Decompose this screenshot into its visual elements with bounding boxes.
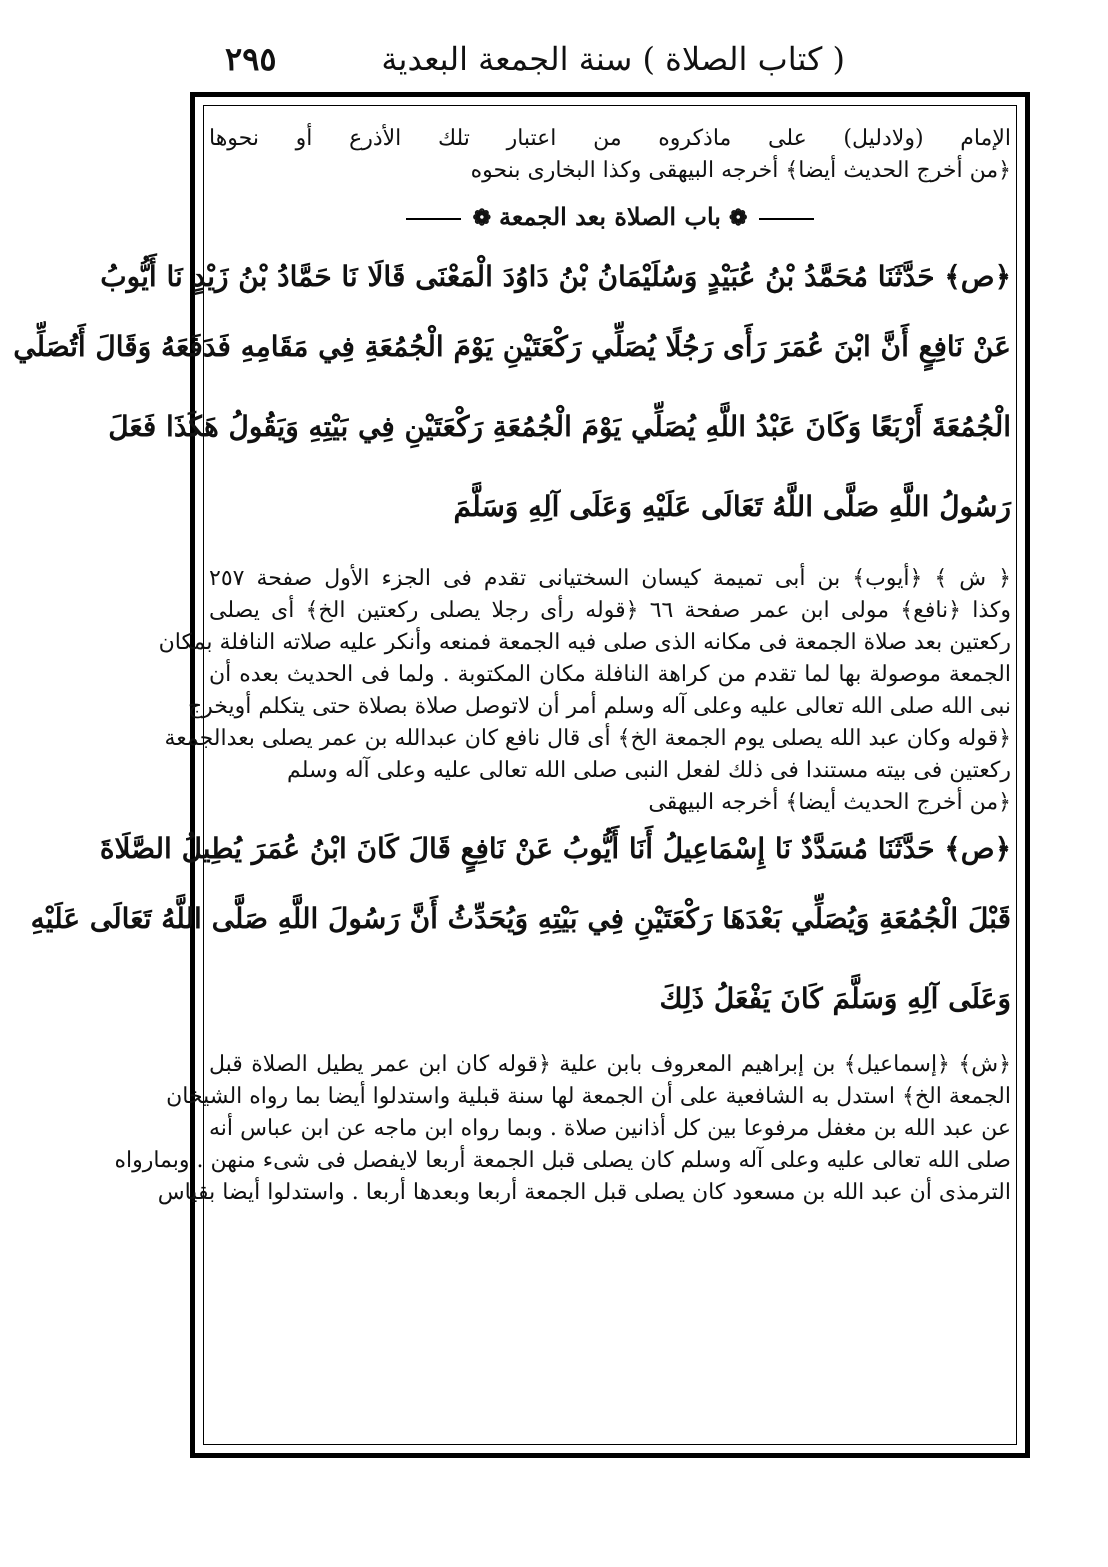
hadith-line: رَسُولُ اللَّهِ صَلَّى اللَّهُ تَعَالَى عَلَيْهِ وَعَلَى آلِهِ وَسَلَّمَ	[453, 490, 1011, 523]
commentary-line: الترمذى أن عبد الله بن مسعود كان يصلى قبل الجمعة أربعا وبعدها أربعا . واستدلوا أيضا بقياس	[157, 1180, 1011, 1205]
commentary-line: ﴿قوله وكان عبد الله يصلى يوم الجمعة الخ﴾ أى قال نافع كان عبدالله بن عمر يصلى بعدالجمعة	[164, 726, 1011, 751]
rule-line	[759, 218, 814, 220]
hadith-line: ﴿ص﴾ حَدَّثَنَا مُحَمَّدُ بْنُ عُبَيْدٍ وَسُلَيْمَانُ بْنُ دَاوُدَ الْمَعْنَى قَالَا نَا حَمَّادُ بْنُ زَيْدٍ نَا أَيُّوبُ	[100, 260, 1011, 293]
text-body	[13, 123, 1011, 1209]
ornament-icon: ❁	[472, 205, 491, 231]
page-number: ٢٩٥	[225, 40, 277, 78]
commentary-line: ﴿ش﴾ ﴿إسماعيل﴾ بن إبراهيم المعروف بابن علية ﴿قوله كان ابن عمر يطيل الصلاة قبل	[209, 1052, 1011, 1077]
section-title: باب الصلاة بعد الجمعة	[499, 202, 721, 231]
commentary-line: صلى الله تعالى عليه وعلى آله وسلم كان يصلى قبل الجمعة أربعا لايفصل فى شىء منهن . وبمارواه	[114, 1148, 1011, 1173]
ornament-icon: ❁	[729, 205, 748, 231]
hadith-line: ﴿ص﴾ حَدَّثَنَا مُسَدَّدٌ نَا إِسْمَاعِيلُ أَنَا أَيُّوبُ عَنْ نَافِعٍ قَالَ كَانَ ابْنُ عُمَرَ يُطِيلُ الصَّلَاةَ	[99, 832, 1011, 865]
text-line: ﴿من أخرج الحديث أيضا﴾ أخرجه البيهقى وكذا البخارى بنحوه	[470, 158, 1011, 183]
page-header	[185, 36, 1025, 84]
section-heading	[209, 187, 1011, 247]
commentary-line: ﴿ ش ﴾ ﴿أيوب﴾ بن أبى تميمة كيسان السختيانى تقدم فى الجزء الأول صفحة ٢٥٧	[209, 566, 1011, 591]
rule-line	[406, 218, 461, 220]
hadith-line: عَنْ نَافِعٍ أَنَّ ابْنَ عُمَرَ رَأَى رَجُلًا يُصَلِّي رَكْعَتَيْنِ يَوْمَ الْجُمُعَةِ فِي مَقَامِهِ فَدَفَعَهُ وَقَالَ أَتُصَلِّي	[13, 330, 1011, 363]
commentary-line: الجمعة موصولة بها لما تقدم من كراهة النافلة مكان المكتوبة . ولما فى الحديث بعده أن	[209, 662, 1011, 687]
commentary-line: ركعتين بعد صلاة الجمعة فى مكانه الذى صلى فيه الجمعة فمنعه وأنكر عليه صلاته النافلة بمكان	[158, 630, 1011, 655]
commentary-line: وكذا ﴿نافع﴾ مولى ابن عمر صفحة ٦٦ ﴿قوله رأى رجلا يصلى ركعتين الخ﴾ أى يصلى	[209, 598, 1011, 623]
hadith-line: وَعَلَى آلِهِ وَسَلَّمَ كَانَ يَفْعَلُ ذَلِكَ	[659, 982, 1011, 1015]
running-title: ( كتاب الصلاة ) سنة الجمعة البعدية	[381, 40, 845, 78]
text-line: الإمام (ولادليل) على ماذكروه من اعتبار تلك الأذرع أو نحوها	[209, 126, 1011, 151]
commentary-line: ركعتين فى بيته مستندا فى ذلك لفعل النبى صلى الله تعالى عليه وعلى آله وسلم	[287, 758, 1011, 783]
hadith-line: قَبْلَ الْجُمُعَةِ وَيُصَلِّي بَعْدَهَا رَكْعَتَيْنِ فِي بَيْتِهِ وَيُحَدِّثُ أَنَّ رَسُولَ اللَّهِ صَلَّى اللَّهُ تَعَالَى عَلَيْهِ	[30, 902, 1011, 935]
commentary-line: عن عبد الله بن مغفل مرفوعا بين كل أذانين صلاة . وبما رواه ابن ماجه عن ابن عباس أنه	[209, 1116, 1011, 1141]
hadith-line: الْجُمُعَةَ أَرْبَعًا وَكَانَ عَبْدُ اللَّهِ يُصَلِّي يَوْمَ الْجُمُعَةِ رَكْعَتَيْنِ فِي بَيْتِهِ وَيَقُولُ هَكَذَا فَعَلَ	[108, 410, 1011, 443]
commentary-line: ﴿من أخرج الحديث أيضا﴾ أخرجه البيهقى	[648, 790, 1011, 815]
commentary-line: الجمعة الخ﴾ استدل به الشافعية على أن الجمعة لها سنة قبلية واستدلوا أيضا بما رواه الشيخان	[166, 1084, 1011, 1109]
page-border	[13, 92, 1030, 1458]
commentary-line: نبى الله صلى الله تعالى عليه وعلى آله وسلم أمر أن لاتوصل صلاة بصلاة حتى يتكلم أويخرج	[187, 694, 1011, 719]
